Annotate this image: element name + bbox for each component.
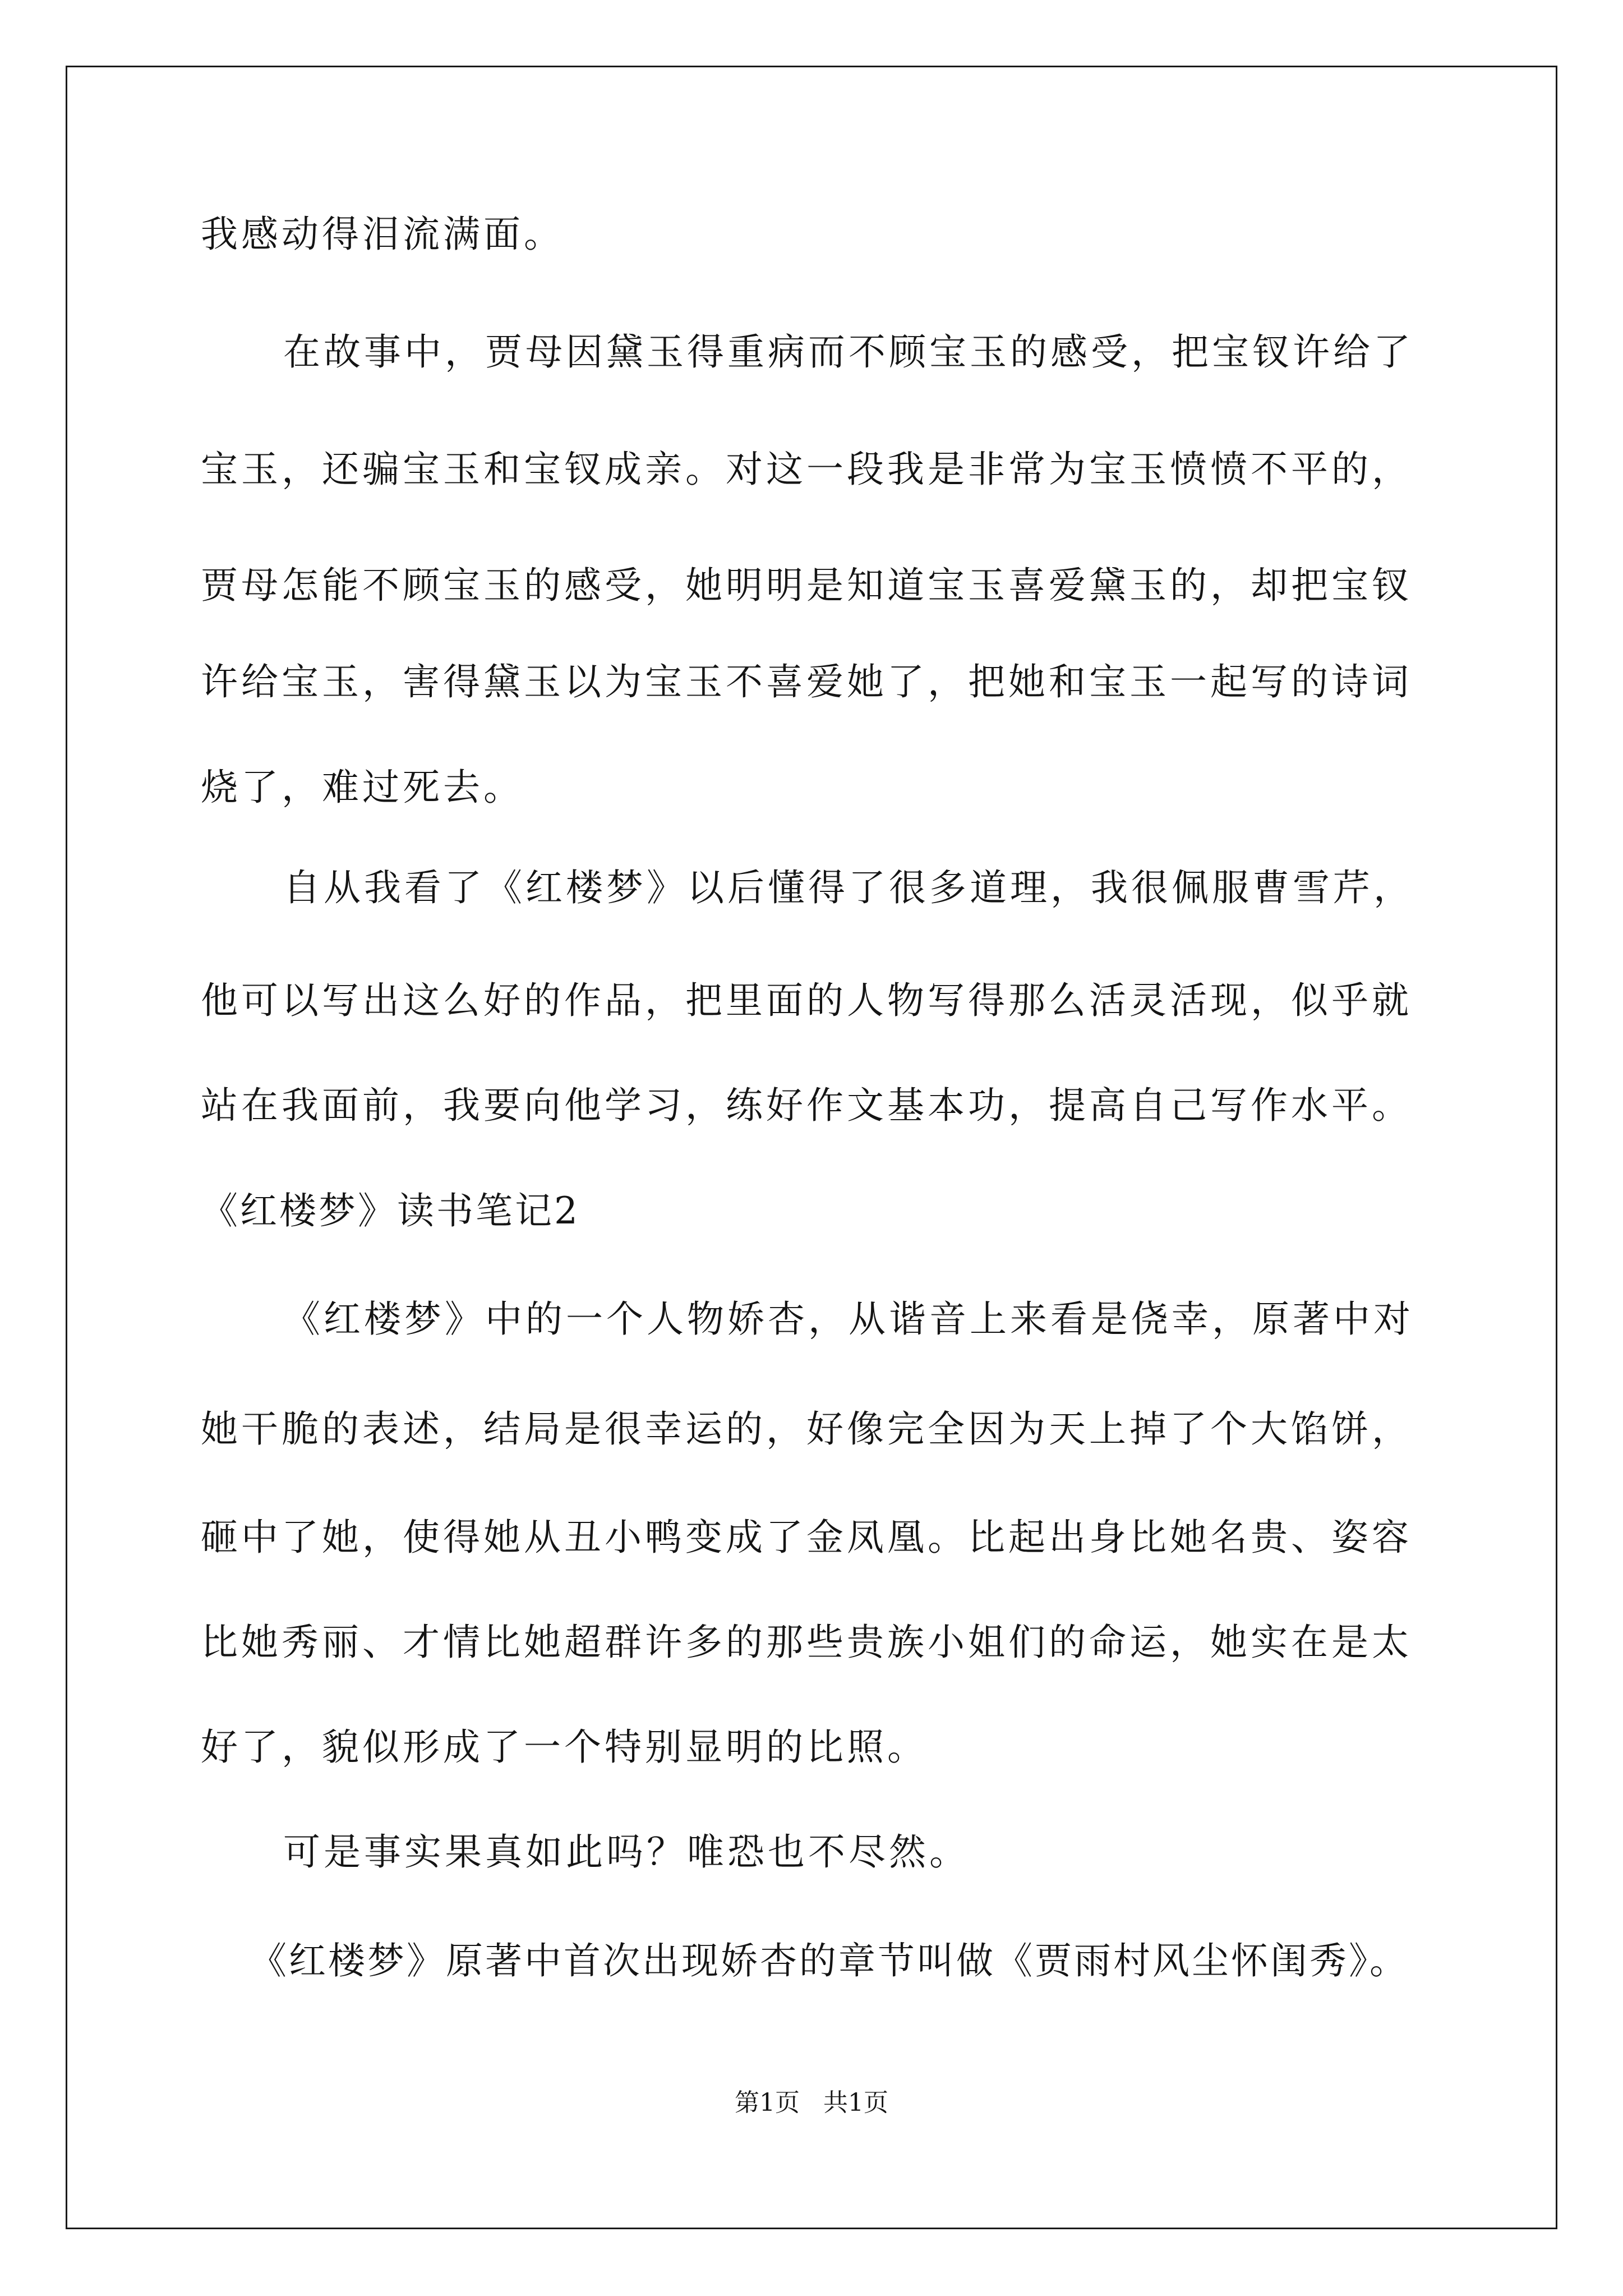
text-line-11: 《红楼梦》中的一个人物娇杏，从谐音上来看是侥幸，原著中对 [283,1297,1414,1341]
text-line-9: 站在我面前，我要向他学习，练好作文基本功，提高自己写作水平。 [201,1084,1412,1127]
page-footer: 第1页 共1页 [735,2088,888,2117]
text-line-15: 好了，貌似形成了一个特别显明的比照。 [201,1726,928,1769]
text-line-13: 砸中了她，使得她从丑小鸭变成了金凤凰。比起出身比她名贵、姿容 [201,1516,1412,1559]
text-line-1: 我感动得泪流满面。 [201,213,564,256]
text-line-6: 烧了，难过死去。 [201,766,524,809]
text-line-7: 自从我看了《红楼梦》以后懂得了很多道理，我很佩服曹雪芹， [283,866,1414,909]
text-line-4: 贾母怎能不顾宝玉的感受，她明明是知道宝玉喜爱黛玉的，却把宝钗 [201,564,1412,607]
text-line-12: 她干脆的表述，结局是很幸运的，好像完全因为天上掉了个大馅饼， [201,1407,1412,1451]
text-line-17: 《红楼梦》原著中首次出现娇杏的章节叫做《贾雨村风尘怀闺秀》。 [250,1939,1409,1982]
text-line-16: 可是事实果真如此吗？唯恐也不尽然。 [283,1830,970,1874]
text-line-8: 他可以写出这么好的作品，把里面的人物写得那么活灵活现，似乎就 [201,979,1412,1022]
text-line-5: 许给宝玉，害得黛玉以为宝玉不喜爱她了，把她和宝玉一起写的诗词 [201,660,1412,703]
text-line-2: 在故事中，贾母因黛玉得重病而不顾宝玉的感受，把宝钗许给了 [283,330,1414,374]
text-line-3: 宝玉，还骗宝玉和宝钗成亲。对这一段我是非常为宝玉愤愤不平的， [201,448,1412,491]
section-heading: 《红楼梦》读书笔记2 [201,1189,580,1232]
page-border [66,66,1557,2229]
text-line-14: 比她秀丽、才情比她超群许多的那些贵族小姐们的命运，她实在是太 [201,1621,1412,1664]
